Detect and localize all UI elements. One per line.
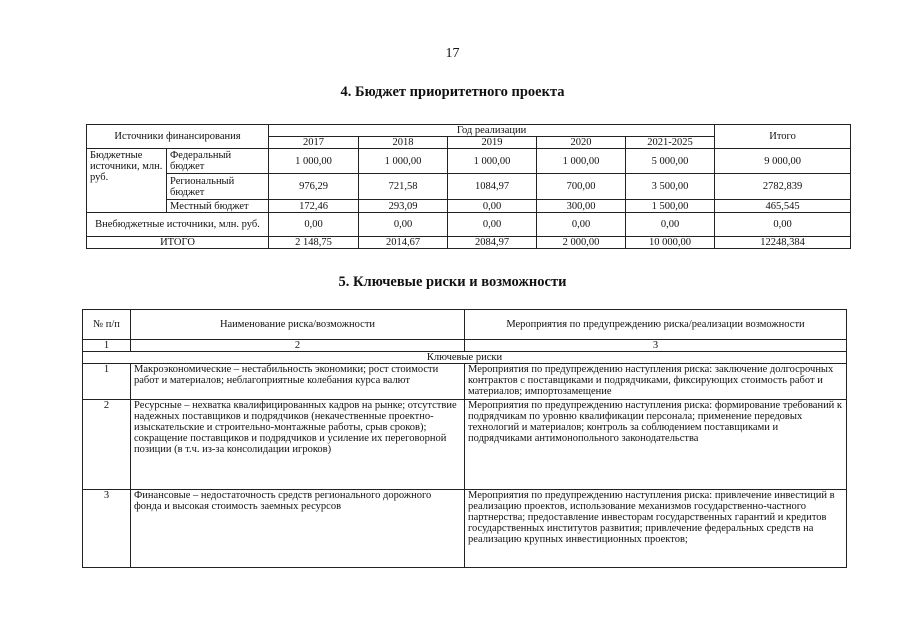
cell-value: 2 148,75 <box>269 237 359 249</box>
cell-value: 1 000,00 <box>359 149 448 174</box>
row-label: Местный бюджет <box>167 200 269 213</box>
header-num: № п/п <box>83 310 131 340</box>
cell-total: 465,545 <box>715 200 851 213</box>
cell-value: 1 500,00 <box>626 200 715 213</box>
cell-value: 1084,97 <box>448 174 537 200</box>
header-measures: Мероприятия по предупреждению риска/реализации возможности <box>465 310 847 340</box>
risks-table <box>82 309 847 568</box>
year-cell: 2017 <box>269 137 359 149</box>
budget-table <box>86 124 851 249</box>
table-row <box>87 174 851 200</box>
cell-total: 0,00 <box>715 213 851 237</box>
cell-value: 2014,67 <box>359 237 448 249</box>
risks-section-title: 5. Ключевые риски и возможности <box>338 274 567 290</box>
table-row <box>87 149 851 174</box>
risk-name: Финансовые – недостаточность средств регионального дорожного фонда и высокая стоимость заемных ресурсов <box>131 490 465 568</box>
header-sources: Источники финансирования <box>87 125 269 149</box>
cell-total: 12248,384 <box>715 237 851 249</box>
cell-value: 0,00 <box>269 213 359 237</box>
year-cell: 2018 <box>359 137 448 149</box>
risk-measures: Мероприятия по предупреждению наступления риска: заключение долгосрочных контрактов с поставщиками и подрядчиками, фиксирующих стоимость работ и материалов; импортозамещение <box>465 364 847 400</box>
risk-measures: Мероприятия по предупреждению наступления риска: формирование требований к подрядчикам по уровню квалификации персонала; применение передовых технологий и материалов; контроль за соблюдением поставщиками и подрядчиками антимонопольного законодательства <box>465 400 847 490</box>
cell-value: 10 000,00 <box>626 237 715 249</box>
header-total: Итого <box>715 125 851 149</box>
group-label: Ключевые риски <box>83 352 847 364</box>
table-row <box>87 213 851 237</box>
cell-value: 1 000,00 <box>537 149 626 174</box>
cell-value: 2084,97 <box>448 237 537 249</box>
cell-value: 0,00 <box>537 213 626 237</box>
risk-num: 1 <box>83 364 131 400</box>
cell-value: 976,29 <box>269 174 359 200</box>
cell-value: 1 000,00 <box>448 149 537 174</box>
year-cell: 2019 <box>448 137 537 149</box>
cell-value: 2 000,00 <box>537 237 626 249</box>
cell-value: 0,00 <box>359 213 448 237</box>
col-num: 3 <box>465 340 847 352</box>
col-num: 2 <box>131 340 465 352</box>
cell-value: 5 000,00 <box>626 149 715 174</box>
cell-value: 721,58 <box>359 174 448 200</box>
risk-name: Ресурсные – нехватка квалифицированных кадров на рынке; отсутствие надежных поставщиков и подрядчиков (некачественные проектно-изыскательские и строительно-монтажные работы, срыв сроков); сокращение поставщиков и подрядчиков и усиление их переговорной позиции (в т.ч. из-за консолидации игроков) <box>131 400 465 490</box>
risk-measures: Мероприятия по предупреждению наступления риска: привлечение инвестиций в реализацию проектов, использование механизмов государственно-частного партнерства; предоставление инвесторам государственных гарантий и кредитов государственных институтов развития; привлечение федеральных средств на реализацию крупных инвестиционных проектов; <box>465 490 847 568</box>
risk-num: 2 <box>83 400 131 490</box>
budget-section-title: 4. Бюджет приоритетного проекта <box>340 84 565 100</box>
col-num: 1 <box>83 340 131 352</box>
row-label: Региональный бюджет <box>167 174 269 200</box>
year-cell: 2020 <box>537 137 626 149</box>
page-number: 17 <box>445 46 460 61</box>
row-label: ИТОГО <box>87 237 269 249</box>
header-year: Год реализации <box>269 125 715 137</box>
table-row <box>83 364 847 400</box>
cell-value: 0,00 <box>626 213 715 237</box>
table-row <box>83 400 847 490</box>
table-row <box>87 200 851 213</box>
risk-name: Макроэкономические – нестабильность экономики; рост стоимости работ и материалов; неблагоприятные колебания курса валют <box>131 364 465 400</box>
risk-num: 3 <box>83 490 131 568</box>
row-label: Федеральный бюджет <box>167 149 269 174</box>
cell-value: 0,00 <box>448 200 537 213</box>
table-row <box>83 490 847 568</box>
row-label: Внебюджетные источники, млн. руб. <box>87 213 269 237</box>
cell-value: 700,00 <box>537 174 626 200</box>
cell-total: 2782,839 <box>715 174 851 200</box>
cell-value: 300,00 <box>537 200 626 213</box>
cell-total: 9 000,00 <box>715 149 851 174</box>
budget-group-label: Бюджетные источники, млн. руб. <box>87 149 167 213</box>
year-cell: 2021-2025 <box>626 137 715 149</box>
header-name: Наименование риска/возможности <box>131 310 465 340</box>
cell-value: 3 500,00 <box>626 174 715 200</box>
cell-value: 172,46 <box>269 200 359 213</box>
cell-value: 1 000,00 <box>269 149 359 174</box>
cell-value: 0,00 <box>448 213 537 237</box>
cell-value: 293,09 <box>359 200 448 213</box>
table-row <box>87 237 851 249</box>
